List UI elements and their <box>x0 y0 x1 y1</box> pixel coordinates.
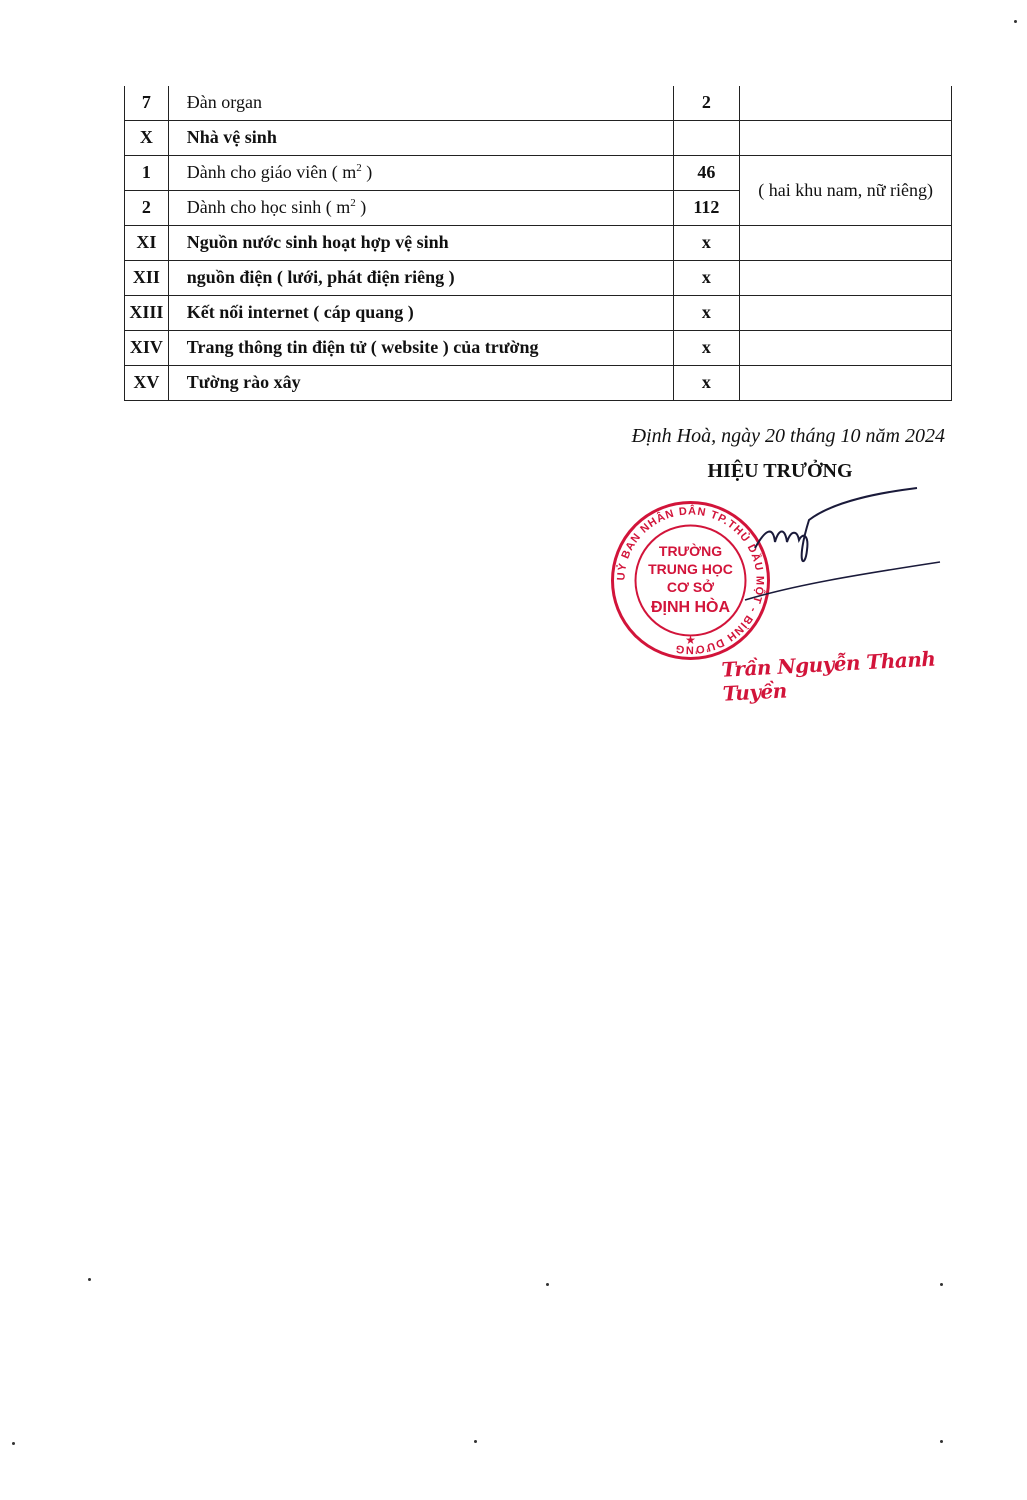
row-name <box>168 155 673 190</box>
row-quantity: x <box>673 225 740 260</box>
row-quantity: 112 <box>673 190 740 225</box>
row-name: Nguồn nước sinh hoạt hợp vệ sinh <box>168 225 673 260</box>
scan-speck <box>88 1278 91 1281</box>
row-number: 7 <box>125 86 169 120</box>
row-note <box>740 295 952 330</box>
seal-line-1: TRƯỜNG <box>658 543 723 559</box>
row-quantity: x <box>673 260 740 295</box>
row-note <box>740 330 952 365</box>
table-row <box>125 120 952 155</box>
row-number: XIV <box>125 330 169 365</box>
seal-line-3: CƠ SỞ <box>666 579 715 595</box>
row-number: XII <box>125 260 169 295</box>
seal-line-4: ĐỊNH HÒA <box>650 599 731 616</box>
row-note <box>740 260 952 295</box>
row-quantity: x <box>673 365 740 400</box>
superscript: 2 <box>350 197 356 210</box>
row-quantity: x <box>673 295 740 330</box>
seal-outer-text: UỶ BAN NHÂN DÂN TP.THỦ DẦU MỘT - BÌNH DƯƠNG <box>615 505 766 656</box>
scan-speck <box>12 1442 15 1445</box>
superscript: 2 <box>356 162 362 175</box>
scan-speck <box>940 1283 943 1286</box>
toilet-note-text: ( hai khu nam, nữ riêng) <box>758 179 933 200</box>
scan-speck <box>546 1283 549 1286</box>
row-name: Kết nối internet ( cáp quang ) <box>168 295 673 330</box>
row-name: nguồn điện ( lưới, phát điện riêng ) <box>168 260 673 295</box>
row-number: 2 <box>125 190 169 225</box>
row-name-tail: ) <box>361 162 373 183</box>
row-name: Đàn organ <box>168 86 673 120</box>
date-line: Định Hoà, ngày 20 tháng 10 năm 2024 <box>631 425 945 447</box>
scan-speck <box>1014 20 1017 23</box>
table-row <box>125 260 952 295</box>
row-note <box>740 365 952 400</box>
row-note <box>740 120 952 155</box>
seal-star-icon: ★ <box>685 633 696 647</box>
table-row <box>125 295 952 330</box>
row-name <box>168 190 673 225</box>
table-row <box>125 155 952 190</box>
row-note <box>740 225 952 260</box>
handwritten-signature <box>735 480 985 620</box>
row-name: Tường rào xây <box>168 365 673 400</box>
signer-role: HIỆU TRƯỞNG <box>707 460 853 482</box>
signer-name: Trần Nguyễn Thanh Tuyền <box>720 646 936 706</box>
row-number: X <box>125 120 169 155</box>
table-row <box>125 330 952 365</box>
row-name: Trang thông tin điện tử ( website ) của trường <box>168 330 673 365</box>
row-quantity: 46 <box>673 155 740 190</box>
row-name-text: Dành cho giáo viên ( m <box>186 162 357 183</box>
scan-speck <box>474 1440 477 1443</box>
row-quantity <box>673 120 740 155</box>
row-number: XV <box>125 365 169 400</box>
table-row <box>125 86 952 120</box>
seal-line-2: TRUNG HỌC <box>648 561 733 577</box>
table-row <box>125 225 952 260</box>
row-name-text: Dành cho học sinh ( m <box>186 197 351 218</box>
row-name: Nhà vệ sinh <box>168 120 673 155</box>
row-number: XI <box>125 225 169 260</box>
facility-table <box>124 86 952 401</box>
toilet-note <box>740 155 952 225</box>
row-note <box>740 86 952 120</box>
row-name-tail: ) <box>355 197 367 218</box>
row-quantity: x <box>673 330 740 365</box>
scan-speck <box>940 1440 943 1443</box>
row-quantity: 2 <box>673 86 740 120</box>
row-number: 1 <box>125 155 169 190</box>
row-number: XIII <box>125 295 169 330</box>
table-row <box>125 365 952 400</box>
